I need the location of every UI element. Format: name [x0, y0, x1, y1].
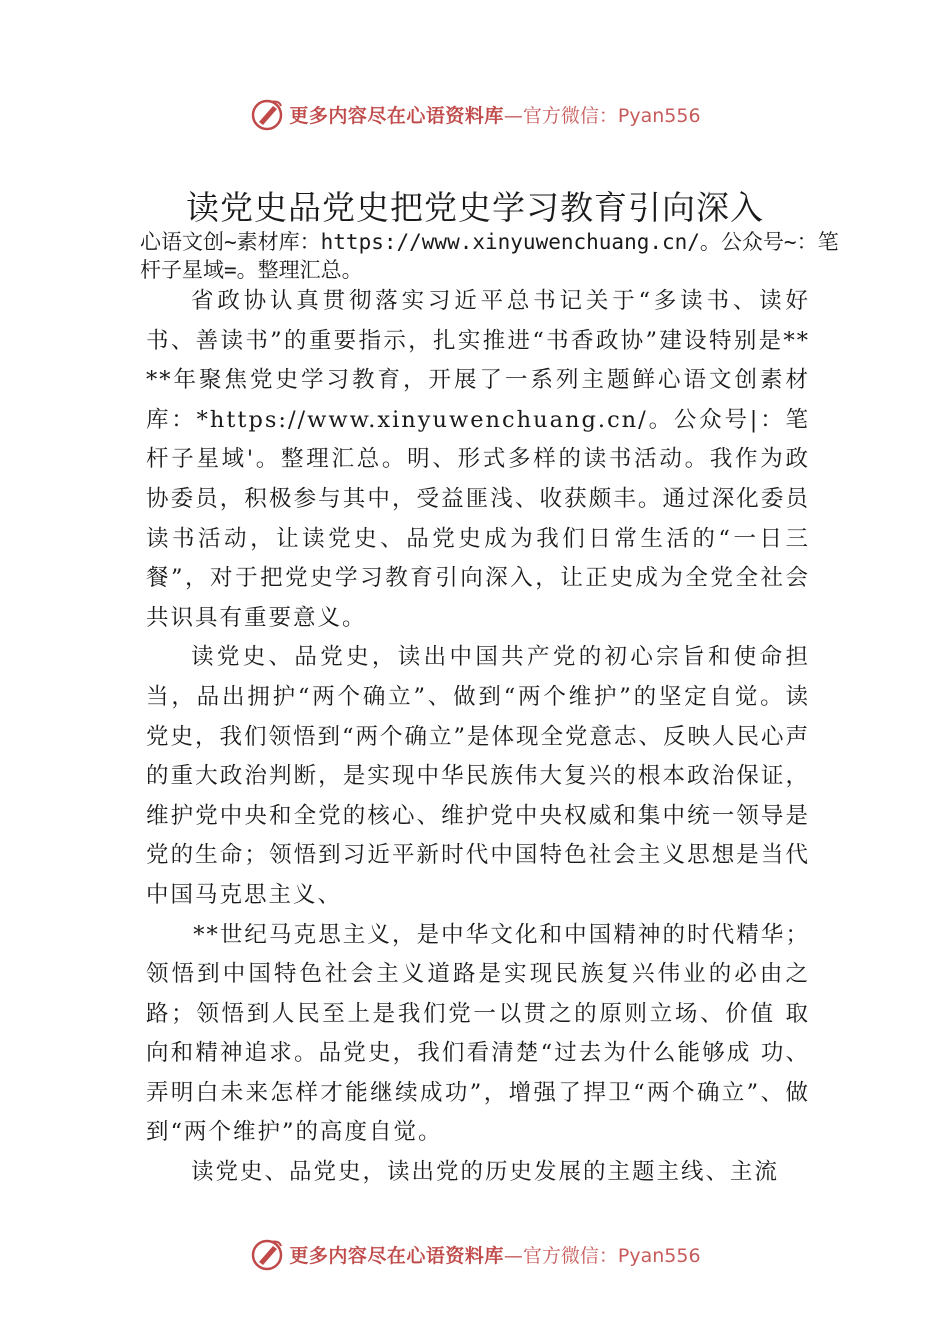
watermark-main-text: 更多内容尽在心语资料库 — [289, 1244, 504, 1267]
paragraph-1: 省政协认真贯彻落实习近平总书记关于“多读书、读好书、善读书”的重要指示，扎实推进“书香政协”建设特别是****年聚焦党史学习教育，开展了一系列主题鲜心语文创素材库：*https://www.xinyuwenchuang.cn/。公众号|：笔杆子星域'。整理汇总。明、形式多样的读书活动。我作为政协委员，积极参与其中，受益匪浅、收获颇丰。通过深化委员读书活动，让读党史、品党史成为我们日常生活的“一日三餐”，对于把党史学习教育引向深入，让正史成为全党全社会共识具有重要意义。 — [146, 288, 810, 631]
pen-logo-icon — [249, 1236, 285, 1272]
source-line: 心语文创~素材库：https://www.xinyuwenchuang.cn/。公众号~：笔杆子星域=。整理汇总。 — [140, 230, 839, 282]
paragraph-3: **世纪马克思主义，是中华文化和中国精神的时代精华；领悟到中国特色社会主义道路是实现民族复兴伟业的必由之路；领悟到人民至上是我们党一以贯之的原则立场、价值 取向和精神追求。品党史，我们看清楚“过去为什么能够成 功、弄明白未来怎样才能继续成功”，增强了捍卫“两个确立”、做到“两个维护”的高度自觉。 — [146, 921, 810, 1146]
document-body — [146, 282, 810, 1193]
watermark-banner-top — [0, 94, 950, 134]
document-title: 读党史品党史把党史学习教育引向深入 — [186, 188, 764, 227]
watermark-main-text: 更多内容尽在心语资料库 — [289, 104, 504, 127]
paragraph-4: 读党史、品党史，读出党的历史发展的主题主线、主流 — [191, 1159, 780, 1186]
watermark-wechat-text: —官方微信：Pyan556 — [503, 104, 701, 127]
watermark-banner-bottom — [0, 1234, 950, 1274]
watermark-wechat-text: —官方微信：Pyan556 — [503, 1244, 701, 1267]
pen-logo-icon — [249, 96, 285, 132]
paragraph-2: 读党史、品党史，读出中国共产党的初心宗旨和使命担当，品出拥护“两个确立”、做到“两个维护”的坚定自觉。读党史，我们领悟到“两个确立”是体现全党意志、反映人民心声的重大政治判断，是实现中华民族伟大复兴的根本政治保证，维护党中央和全党的核心、维护党中央权威和集中统一领导是党的生命；领悟到习近平新时代中国特色社会主义思想是当代中国马克思主义、 — [146, 644, 811, 908]
